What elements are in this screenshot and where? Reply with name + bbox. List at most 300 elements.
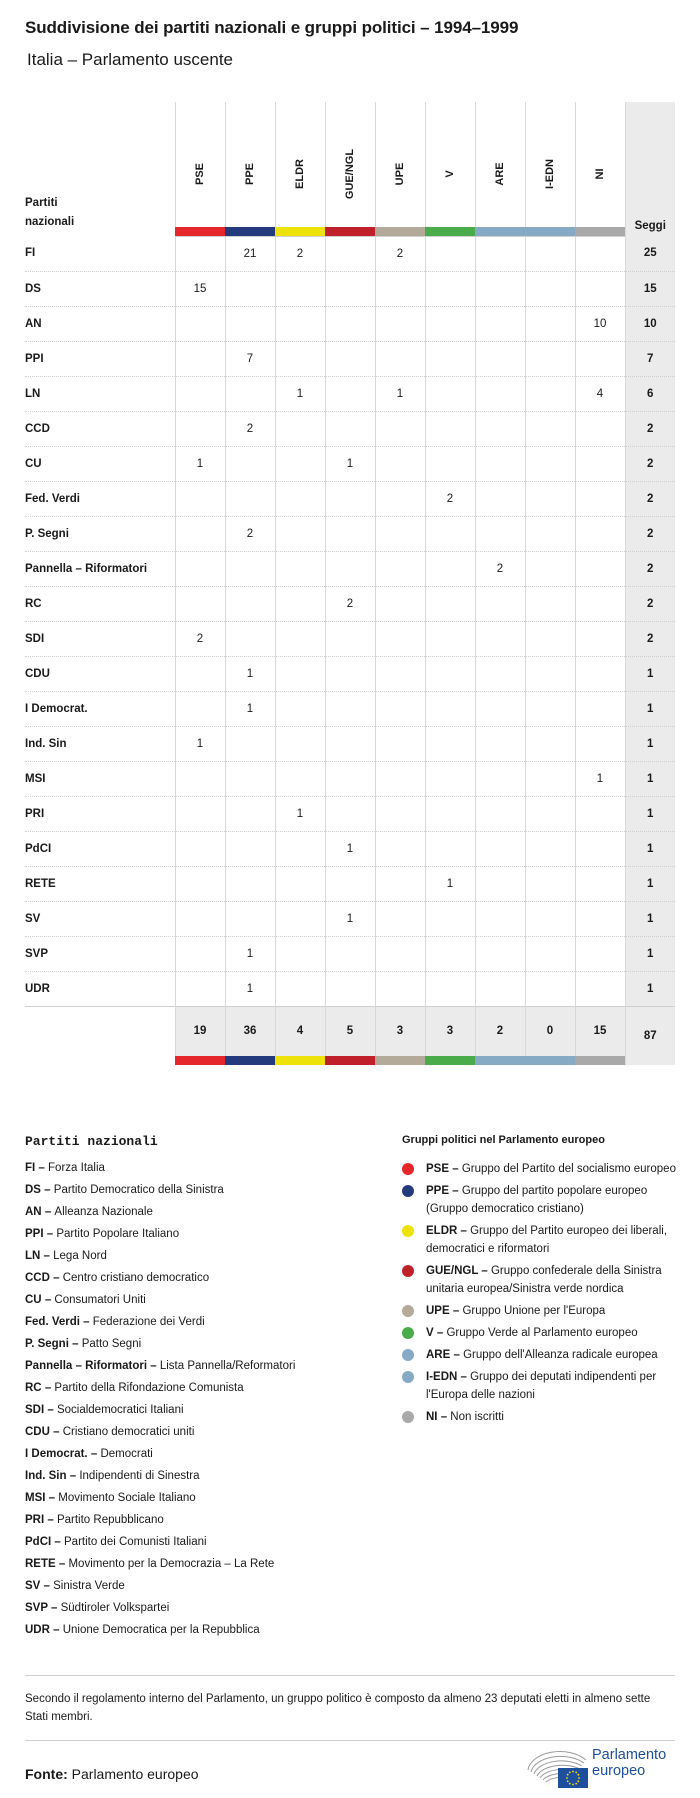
- seat-count-cell: [525, 236, 575, 271]
- party-legend-item: [25, 1267, 355, 1289]
- seat-count-cell: [575, 586, 625, 621]
- seat-count-cell: [275, 341, 325, 376]
- group-column-header: [325, 102, 375, 227]
- seat-count-cell: [575, 516, 625, 551]
- seat-count-cell: [275, 586, 325, 621]
- seat-count-cell: [425, 691, 475, 726]
- seat-count-cell: [525, 551, 575, 586]
- seat-count-cell: [375, 761, 425, 796]
- seat-count-cell: [275, 866, 325, 901]
- party-total-cell: 2: [625, 621, 675, 656]
- group-legend-abbr: PPE: [426, 1185, 450, 1197]
- table-row: [25, 341, 675, 376]
- group-code-label: PPE: [244, 162, 256, 186]
- source-line: [25, 1766, 199, 1782]
- seat-count-cell: [575, 341, 625, 376]
- party-legend-item: [25, 1377, 355, 1399]
- party-total-cell: 10: [625, 306, 675, 341]
- legend-separator: –: [44, 1404, 57, 1416]
- party-legend-name: Sinistra Verde: [53, 1580, 125, 1592]
- seat-count-cell: [375, 341, 425, 376]
- seat-count-cell: [475, 271, 525, 306]
- seat-count-cell: [575, 236, 625, 271]
- seat-count-cell: [575, 656, 625, 691]
- seat-count-cell: [375, 481, 425, 516]
- party-name-cell: SVP: [25, 936, 175, 971]
- party-name-cell: P. Segni: [25, 516, 175, 551]
- party-legend-item: [25, 1619, 355, 1641]
- seat-count-cell: [475, 376, 525, 411]
- party-legend-name: Partito della Rifondazione Comunista: [54, 1382, 244, 1394]
- party-name-cell: Ind. Sin: [25, 726, 175, 761]
- party-legend-abbr: SVP: [25, 1602, 48, 1614]
- party-legend-item: [25, 1487, 355, 1509]
- seat-count-cell: [175, 341, 225, 376]
- page-title: Suddivisione dei partiti nazionali e gruppi politici – 1994–1999: [25, 18, 519, 37]
- table-row: [25, 586, 675, 621]
- group-column-header: [275, 102, 325, 227]
- group-legend-item: [402, 1222, 682, 1258]
- group-column-header: [525, 102, 575, 227]
- seat-count-cell: [175, 656, 225, 691]
- parties-legend: [25, 1134, 355, 1641]
- seats-column-header: Seggi: [625, 102, 675, 236]
- party-name-cell: AN: [25, 306, 175, 341]
- seat-count-cell: [525, 586, 575, 621]
- party-total-cell: 1: [625, 726, 675, 761]
- group-total-cell: 15: [575, 1006, 625, 1056]
- group-legend-abbr: NI: [426, 1411, 438, 1423]
- seat-count-cell: [175, 481, 225, 516]
- logo-wordmark: [592, 1747, 666, 1779]
- legend-separator: –: [450, 1349, 464, 1361]
- party-legend-name: Lista Pannella/Reformatori: [159, 1360, 296, 1372]
- party-column-header: Partiti nazionali: [25, 197, 75, 228]
- seat-count-cell: [225, 271, 275, 306]
- party-name-cell: SV: [25, 901, 175, 936]
- legend-separator: –: [47, 1602, 61, 1614]
- seat-count-cell: [525, 446, 575, 481]
- seat-count-cell: [175, 866, 225, 901]
- legend-separator: –: [43, 1228, 57, 1240]
- group-color-bar: [375, 227, 425, 236]
- totals-label-cell: [25, 1006, 175, 1056]
- group-legend-item: [402, 1160, 682, 1178]
- seat-count-cell: [175, 936, 225, 971]
- seat-count-cell: [525, 761, 575, 796]
- group-color-bar: [175, 1056, 225, 1065]
- seat-count-cell: [375, 656, 425, 691]
- group-legend-abbr: UPE: [426, 1305, 450, 1317]
- party-legend-abbr: SV: [25, 1580, 41, 1592]
- seat-count-cell: [475, 341, 525, 376]
- seat-count-cell: [275, 551, 325, 586]
- seat-count-cell: 1: [575, 761, 625, 796]
- group-column-header: [425, 102, 475, 227]
- seat-count-cell: [225, 761, 275, 796]
- party-name-cell: PdCI: [25, 831, 175, 866]
- source-label: Fonte:: [25, 1766, 68, 1782]
- legend-separator: –: [449, 1185, 462, 1197]
- party-total-cell: 2: [625, 586, 675, 621]
- seat-count-cell: [225, 446, 275, 481]
- seat-count-cell: [325, 691, 375, 726]
- group-color-bar: [225, 1056, 275, 1065]
- legend-separator: –: [147, 1360, 160, 1372]
- seat-count-cell: [275, 271, 325, 306]
- table-row: [25, 761, 675, 796]
- group-color-bar: [225, 227, 275, 236]
- table-row: [25, 621, 675, 656]
- seat-count-cell: [175, 831, 225, 866]
- seat-count-cell: [475, 446, 525, 481]
- party-legend-item: [25, 1179, 355, 1201]
- seat-count-cell: [525, 376, 575, 411]
- seat-count-cell: [425, 411, 475, 446]
- group-legend-name: Gruppo del partito popolare europeo (Gruppo democratico cristiano): [426, 1185, 648, 1215]
- legend-separator: –: [79, 1316, 93, 1328]
- seat-count-cell: [525, 516, 575, 551]
- seat-count-cell: [525, 901, 575, 936]
- party-legend-name: Unione Democratica per la Repubblica: [62, 1624, 260, 1636]
- seat-count-cell: 1: [375, 376, 425, 411]
- legend-separator: –: [40, 1580, 54, 1592]
- seat-count-cell: [525, 726, 575, 761]
- group-legend-abbr: PSE: [426, 1163, 450, 1175]
- seat-count-cell: [525, 621, 575, 656]
- seat-count-cell: [275, 901, 325, 936]
- group-color-bar: [525, 227, 575, 236]
- party-name-cell: PRI: [25, 796, 175, 831]
- seat-count-cell: [225, 551, 275, 586]
- party-legend-name: Consumatori Uniti: [54, 1294, 146, 1306]
- seat-count-cell: [375, 586, 425, 621]
- seat-count-cell: [475, 866, 525, 901]
- group-code-label: ARE: [494, 162, 506, 186]
- legend-separator: –: [40, 1250, 54, 1262]
- seat-count-cell: [575, 691, 625, 726]
- seat-count-cell: [575, 481, 625, 516]
- seat-count-cell: [425, 341, 475, 376]
- seat-count-cell: [275, 411, 325, 446]
- group-color-bar: [575, 1056, 625, 1065]
- seat-count-cell: [575, 936, 625, 971]
- seat-count-cell: [275, 656, 325, 691]
- seat-count-cell: 1: [425, 866, 475, 901]
- table-row: [25, 516, 675, 551]
- table-row: [25, 551, 675, 586]
- group-color-dot: [402, 1225, 414, 1237]
- page-subtitle: Italia – Parlamento uscente: [27, 50, 234, 69]
- party-legend-name: Socialdemocratici Italiani: [56, 1404, 184, 1416]
- table-row: [25, 271, 675, 306]
- party-name-cell: LN: [25, 376, 175, 411]
- divider-top: [25, 1675, 675, 1676]
- legend-separator: –: [40, 1184, 54, 1196]
- seat-count-cell: [175, 586, 225, 621]
- seat-count-cell: [275, 621, 325, 656]
- legend-separator: –: [449, 1305, 463, 1317]
- table-row: [25, 656, 675, 691]
- seat-count-cell: [475, 586, 525, 621]
- seat-count-cell: [225, 726, 275, 761]
- seat-count-cell: [575, 901, 625, 936]
- seat-count-cell: [525, 936, 575, 971]
- seat-count-cell: [375, 306, 425, 341]
- legend-separator: –: [41, 1206, 55, 1218]
- seat-count-cell: 1: [225, 971, 275, 1006]
- party-name-cell: RETE: [25, 866, 175, 901]
- seat-count-cell: [525, 796, 575, 831]
- group-legend-name: Gruppo del Partito del socialismo europeo: [461, 1163, 676, 1175]
- seat-count-cell: [375, 691, 425, 726]
- party-legend-abbr: CDU: [25, 1426, 50, 1438]
- seat-count-cell: [525, 481, 575, 516]
- seat-count-cell: [175, 411, 225, 446]
- group-color-dot: [402, 1265, 414, 1277]
- seat-count-cell: [575, 446, 625, 481]
- seat-count-cell: [175, 516, 225, 551]
- party-legend-item: [25, 1223, 355, 1245]
- party-legend-abbr: RC: [25, 1382, 42, 1394]
- group-legend-name: Gruppo dell'Alleanza radicale europea: [463, 1349, 658, 1361]
- seat-count-cell: [375, 866, 425, 901]
- party-legend-abbr: CU: [25, 1294, 42, 1306]
- seat-count-cell: 10: [575, 306, 625, 341]
- legend-separator: –: [433, 1327, 447, 1339]
- seat-count-cell: [575, 621, 625, 656]
- party-total-cell: 1: [625, 691, 675, 726]
- seats-table-container: [25, 102, 675, 1065]
- seat-count-cell: [375, 446, 425, 481]
- table-row: [25, 691, 675, 726]
- party-legend-abbr: UDR: [25, 1624, 50, 1636]
- party-legend-item: [25, 1333, 355, 1355]
- seat-count-cell: [425, 586, 475, 621]
- group-legend-name: Gruppo Verde al Parlamento europeo: [446, 1327, 638, 1339]
- party-name-cell: CCD: [25, 411, 175, 446]
- seat-count-cell: [325, 481, 375, 516]
- seat-count-cell: 2: [225, 411, 275, 446]
- legend-separator: –: [68, 1338, 82, 1350]
- seat-count-cell: 7: [225, 341, 275, 376]
- party-legend-abbr: PdCI: [25, 1536, 52, 1548]
- seat-count-cell: [275, 831, 325, 866]
- party-legend-item: [25, 1245, 355, 1267]
- seat-count-cell: [375, 516, 425, 551]
- grand-total-cell: 87: [625, 1006, 675, 1065]
- seat-count-cell: [325, 411, 375, 446]
- seat-count-cell: [475, 621, 525, 656]
- seat-count-cell: [375, 971, 425, 1006]
- seat-count-cell: 2: [225, 516, 275, 551]
- seat-count-cell: [175, 901, 225, 936]
- legend-separator: –: [437, 1411, 451, 1423]
- seat-count-cell: [325, 761, 375, 796]
- legend-separator: –: [457, 1371, 471, 1383]
- seat-count-cell: 21: [225, 236, 275, 271]
- party-legend-name: Movimento Sociale Italiano: [58, 1492, 196, 1504]
- seat-count-cell: [575, 726, 625, 761]
- party-legend-abbr: Fed. Verdi: [25, 1316, 80, 1328]
- party-legend-name: Forza Italia: [48, 1162, 105, 1174]
- seat-count-cell: [175, 761, 225, 796]
- group-total-cell: 3: [375, 1006, 425, 1056]
- bottom-color-bar-row: [25, 1056, 675, 1065]
- group-color-bar: [275, 227, 325, 236]
- seat-count-cell: [425, 446, 475, 481]
- party-name-cell: I Democrat.: [25, 691, 175, 726]
- party-total-cell: 1: [625, 796, 675, 831]
- seat-count-cell: [475, 481, 525, 516]
- seat-count-cell: [325, 516, 375, 551]
- seat-count-cell: [475, 831, 525, 866]
- party-total-cell: 1: [625, 901, 675, 936]
- group-legend-item: [402, 1346, 682, 1364]
- party-total-cell: 1: [625, 866, 675, 901]
- party-legend-abbr: LN: [25, 1250, 41, 1262]
- seat-count-cell: [325, 376, 375, 411]
- legend-separator: –: [478, 1265, 491, 1277]
- legend-separator: –: [457, 1225, 471, 1237]
- seat-count-cell: [325, 866, 375, 901]
- group-legend-item: [402, 1408, 682, 1426]
- seat-count-cell: [425, 306, 475, 341]
- seat-count-cell: [475, 901, 525, 936]
- group-total-cell: 3: [425, 1006, 475, 1056]
- seat-count-cell: [525, 831, 575, 866]
- party-total-cell: 2: [625, 446, 675, 481]
- legend-separator: –: [55, 1558, 69, 1570]
- seat-count-cell: [475, 411, 525, 446]
- group-color-dot: [402, 1349, 414, 1361]
- seat-count-cell: [525, 656, 575, 691]
- seat-count-cell: [575, 551, 625, 586]
- seat-count-cell: 2: [275, 236, 325, 271]
- group-color-bar: [525, 1056, 575, 1065]
- seat-count-cell: [225, 901, 275, 936]
- group-color-bar: [375, 1056, 425, 1065]
- seat-count-cell: [525, 341, 575, 376]
- seat-count-cell: [575, 411, 625, 446]
- seat-count-cell: [525, 306, 575, 341]
- party-legend-name: Movimento per la Democrazia – La Rete: [68, 1558, 275, 1570]
- group-total-cell: 2: [475, 1006, 525, 1056]
- seat-count-cell: 2: [175, 621, 225, 656]
- seat-count-cell: [375, 726, 425, 761]
- legend-separator: –: [45, 1492, 59, 1504]
- legend-separator: –: [35, 1162, 49, 1174]
- party-name-cell: SDI: [25, 621, 175, 656]
- group-legend-item: [402, 1182, 682, 1218]
- group-code-label: GUE/NGL: [344, 148, 356, 200]
- group-color-dot: [402, 1305, 414, 1317]
- table-row: [25, 971, 675, 1006]
- party-legend-abbr: PPI: [25, 1228, 44, 1240]
- group-total-cell: 4: [275, 1006, 325, 1056]
- seat-count-cell: [375, 551, 425, 586]
- seat-count-cell: [225, 621, 275, 656]
- seat-count-cell: 1: [275, 376, 325, 411]
- group-legend-item: [402, 1302, 682, 1320]
- seat-count-cell: [425, 971, 475, 1006]
- seat-count-cell: [325, 726, 375, 761]
- seat-count-cell: [175, 306, 225, 341]
- seat-count-cell: [375, 831, 425, 866]
- seat-count-cell: [475, 726, 525, 761]
- party-legend-item: [25, 1201, 355, 1223]
- table-row: [25, 901, 675, 936]
- seat-count-cell: [175, 376, 225, 411]
- seat-count-cell: 2: [375, 236, 425, 271]
- seat-count-cell: [325, 936, 375, 971]
- groups-legend-heading: Gruppi politici nel Parlamento europeo: [402, 1134, 605, 1146]
- seat-count-cell: [475, 761, 525, 796]
- parties-legend-heading: Partiti nazionali: [25, 1134, 158, 1149]
- group-legend-abbr: I-EDN: [426, 1371, 458, 1383]
- group-legend-name: Gruppo confederale della Sinistra unitaria europea/Sinistra verde nordica: [426, 1265, 662, 1295]
- group-legend-name: Gruppo dei deputati indipendenti per l'Europa delle nazioni: [426, 1371, 657, 1401]
- party-name-cell: MSI: [25, 761, 175, 796]
- seat-count-cell: [325, 236, 375, 271]
- party-total-cell: 1: [625, 761, 675, 796]
- seat-count-cell: [175, 971, 225, 1006]
- seat-count-cell: [375, 796, 425, 831]
- logo-line2: europeo: [592, 1763, 646, 1779]
- party-legend-abbr: Pannella – Riformatori: [25, 1360, 148, 1372]
- legend-separator: –: [49, 1624, 63, 1636]
- party-name-cell: CU: [25, 446, 175, 481]
- legend-separator: –: [49, 1426, 63, 1438]
- party-legend-item: [25, 1509, 355, 1531]
- seat-count-cell: [475, 971, 525, 1006]
- group-legend-abbr: ARE: [426, 1349, 451, 1361]
- seat-count-cell: [425, 376, 475, 411]
- seat-count-cell: [575, 271, 625, 306]
- group-total-cell: 19: [175, 1006, 225, 1056]
- seat-count-cell: 15: [175, 271, 225, 306]
- legend-separator: –: [41, 1382, 55, 1394]
- party-legend-abbr: AN: [25, 1206, 42, 1218]
- seat-count-cell: [275, 761, 325, 796]
- group-code-label: NI: [594, 168, 606, 180]
- seat-count-cell: [425, 271, 475, 306]
- legend-separator: –: [44, 1514, 57, 1526]
- table-row: [25, 726, 675, 761]
- seat-count-cell: [325, 551, 375, 586]
- seat-count-cell: [525, 971, 575, 1006]
- table-row: [25, 376, 675, 411]
- group-color-bar: [575, 227, 625, 236]
- seat-count-cell: [275, 936, 325, 971]
- group-legend-abbr: ELDR: [426, 1225, 458, 1237]
- party-name-cell: DS: [25, 271, 175, 306]
- legend-separator: –: [87, 1448, 101, 1460]
- party-legend-item: [25, 1421, 355, 1443]
- group-color-bar: [425, 227, 475, 236]
- party-total-cell: 2: [625, 411, 675, 446]
- party-legend-name: Indipendenti di Sinestra: [79, 1470, 200, 1482]
- group-code-label: PSE: [194, 162, 206, 186]
- party-legend-item: [25, 1289, 355, 1311]
- seat-count-cell: [475, 306, 525, 341]
- seat-count-cell: [275, 446, 325, 481]
- party-name-cell: UDR: [25, 971, 175, 1006]
- party-legend-abbr: FI: [25, 1162, 36, 1174]
- seat-count-cell: [525, 866, 575, 901]
- group-legend-item: [402, 1262, 682, 1298]
- seat-count-cell: [175, 796, 225, 831]
